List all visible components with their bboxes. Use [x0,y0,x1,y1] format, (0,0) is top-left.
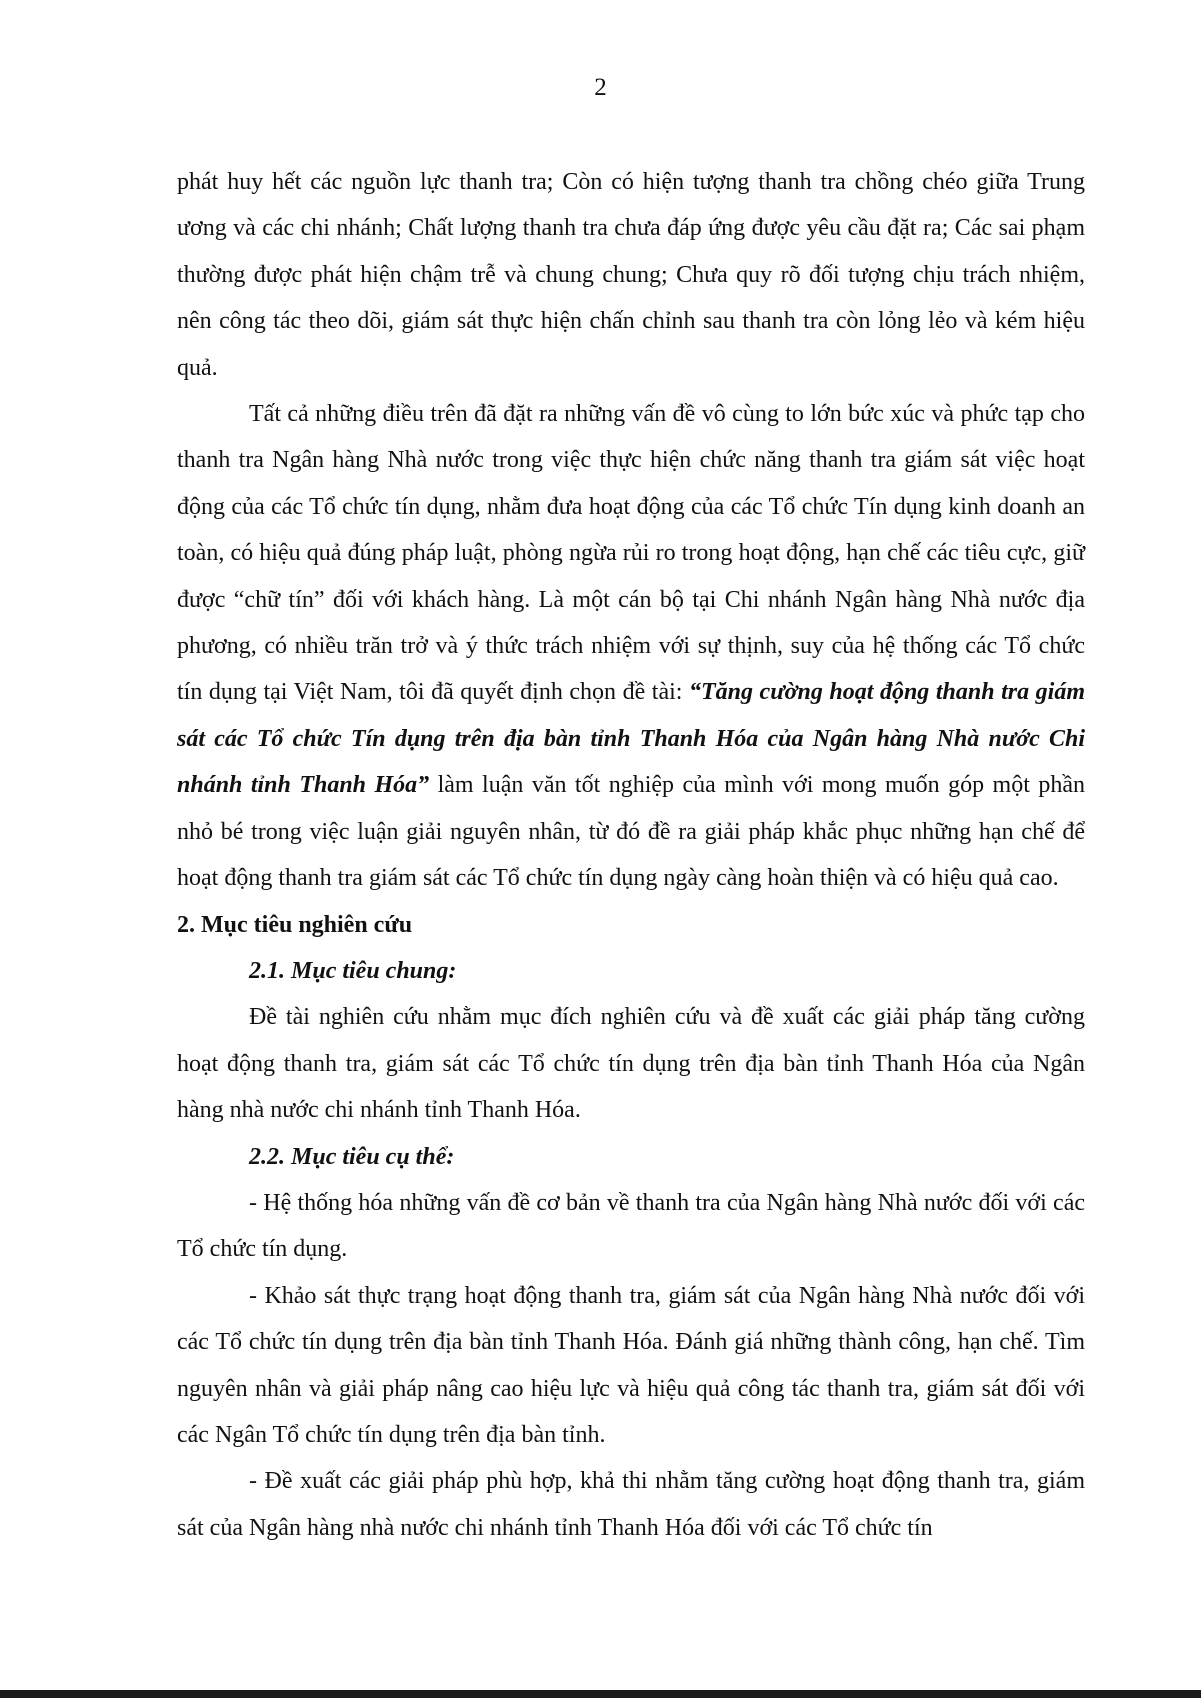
objective-item-3: - Đề xuất các giải pháp phù hợp, khả thi nhằm tăng cường hoạt động thanh tra, giám sát của Ngân hàng nhà nước chi nhánh tỉnh Thanh Hóa đối với các Tổ chức tín [177,1468,1085,1541]
section-heading-research-objectives: 2. Mục tiêu nghiên cứu [177,911,413,938]
thesis-title: “Tăng cường hoạt động thanh tra giám sát các Tổ chức Tín dụng trên địa bàn tỉnh Thanh Hóa của Ngân hàng Nhà nước Chi nhánh tỉnh Thanh Hóa” [177,679,1086,799]
paragraph-general-objective: Đề tài nghiên cứu nhằm mục đích nghiên cứu và đề xuất các giải pháp tăng cường hoạt động thanh tra, giám sát các Tổ chức tín dụng trên địa bàn tỉnh Thanh Hóa của Ngân hàng nhà nước chi nhánh tỉnh Thanh Hóa. [177,1004,1085,1124]
paragraph-rationale-text: Tất cả những điều trên đã đặt ra những vấn đề vô cùng to lớn bức xúc và phức tạp cho thanh tra Ngân hàng Nhà nước trong việc thực hiện chức năng thanh tra giám sát việc hoạt động của các Tổ chức tín dụng, nhằm đưa hoạt động của các Tổ chức Tín dụng kinh doanh an toàn, có hiệu quả đúng pháp luật, phòng ngừa rủi ro trong hoạt động, hạn chế các tiêu cực, giữ được “chữ tín” đối với khách hàng. Là một cán bộ tại Chi nhánh Ngân hàng Nhà nước địa phương, có nhiều trăn trở và ý thức trách nhiệm với sự thịnh, suy của hệ thống các Tổ chức tín dụng tại Việt Nam, tôi đã quyết định chọn đề tài: [177,401,1085,706]
paragraph-thesis-rationale [177,391,1085,901]
page-number: 2 [594,74,607,101]
paragraph-continuation: phát huy hết các nguồn lực thanh tra; Còn có hiện tượng thanh tra chồng chéo giữa Trung ương và các chi nhánh; Chất lượng thanh tra chưa đáp ứng được yêu cầu đặt ra; Các sai phạm thường được phát hiện chậm trễ và chung chung; Chưa quy rõ đối tượng chịu trách nhiệm, nên công tác theo dõi, giám sát thực hiện chấn chỉnh sau thanh tra còn lỏng lẻo và kém hiệu quả. [177,169,1085,381]
objective-item-1: - Hệ thống hóa những vấn đề cơ bản về thanh tra của Ngân hàng Nhà nước đối với các Tổ chức tín dụng. [177,1189,1085,1263]
subheading-general-objective: 2.1. Mục tiêu chung: [249,957,457,984]
page-body [177,159,1085,1551]
paragraph-rationale-ending: làm luận văn tốt nghiệp của mình với mong muốn góp một phần nhỏ bé trong việc luận giải nguyên nhân, từ đó đề ra giải pháp khắc phục những hạn chế để hoạt động thanh tra giám sát các Tổ chức tín dụng ngày càng hoàn thiện và có hiệu quả cao. [177,772,1085,892]
objective-item-2: - Khảo sát thực trạng hoạt động thanh tra, giám sát của Ngân hàng Nhà nước đối với các Tổ chức tín dụng trên địa bàn tỉnh Thanh Hóa. Đánh giá những thành công, hạn chế. Tìm nguyên nhân và giải pháp nâng cao hiệu lực và hiệu quả công tác thanh tra, giám sát đối với các Ngân Tổ chức tín dụng trên địa bàn tỉnh. [177,1282,1085,1448]
scan-bottom-edge [0,1690,1201,1698]
subheading-specific-objectives: 2.2. Mục tiêu cụ thể: [249,1143,455,1170]
